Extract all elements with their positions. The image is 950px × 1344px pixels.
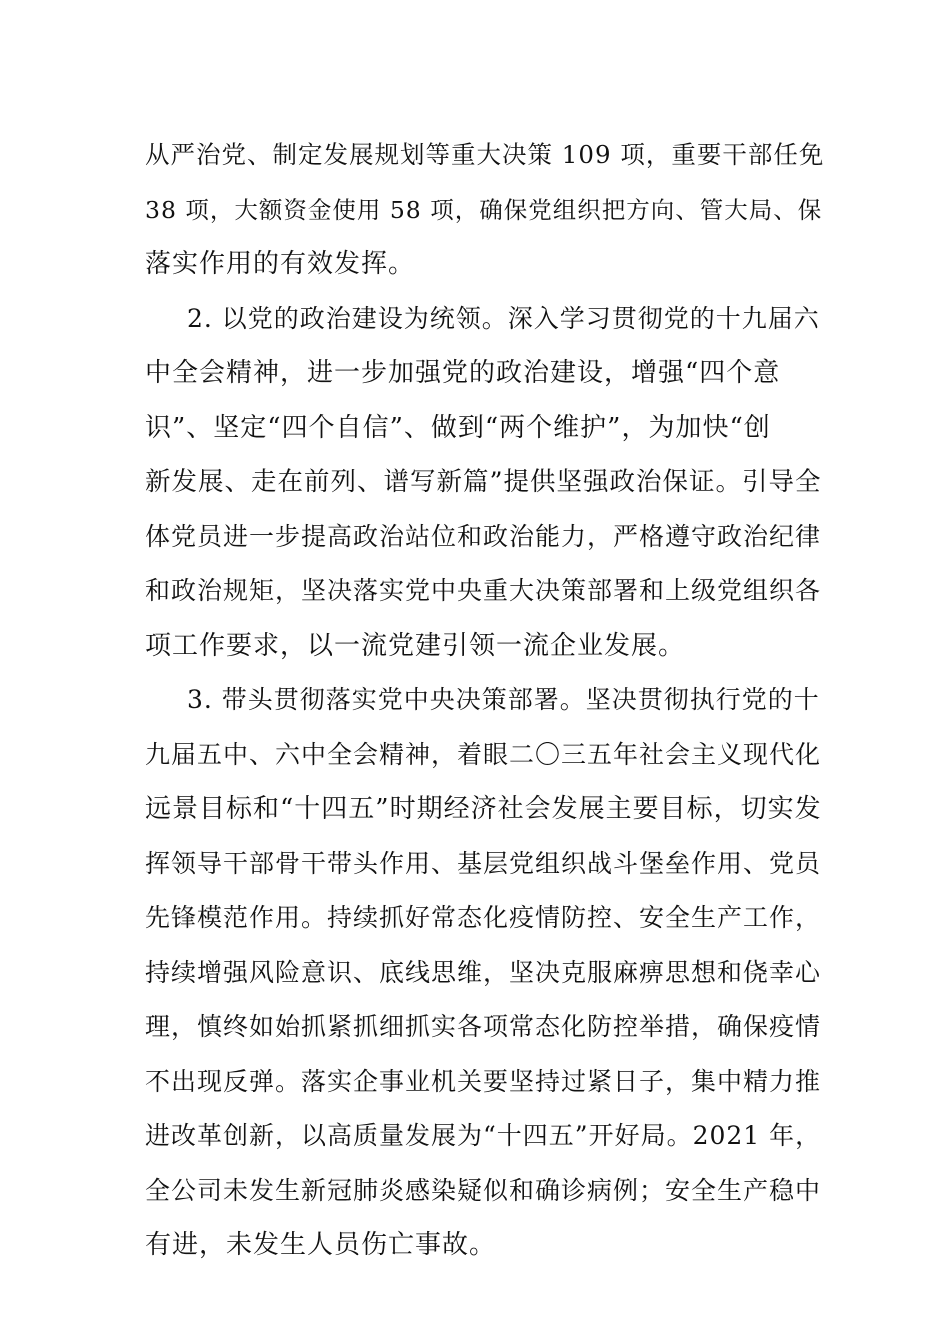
text-line: 九届五中、六中全会精神，着眼二〇三五年社会主义现代化 bbox=[145, 739, 822, 769]
text-line: 中全会精神，进一步加强党的政治建设，增强“四个意 bbox=[145, 358, 781, 388]
text-line: 从严治党、制定发展规划等重大决策 109 项，重要干部任免 bbox=[145, 140, 825, 169]
text-line: 项工作要求，以一流党建引领一流企业发展。 bbox=[145, 630, 686, 661]
text-line: 38 项，大额资金使用 58 项，确保党组织把方向、管大局、保 bbox=[145, 195, 823, 224]
text-line: 持续增强风险意识、底线思维，坚决克服麻痹思想和侥幸心 bbox=[145, 957, 822, 987]
text-line: 和政治规矩，坚决落实党中央重大决策部署和上级党组织各 bbox=[145, 576, 822, 605]
paragraph-heading-3: 3. 带头贯彻落实党中央决策部署。坚决贯彻执行党的十 bbox=[187, 685, 820, 714]
text-line: 识”、坚定“四个自信”、做到“两个维护”，为加快“创 bbox=[145, 412, 771, 443]
text-line: 进改革创新，以高质量发展为“十四五”开好局。2021 年， bbox=[145, 1121, 822, 1150]
text-line: 新发展、走在前列、谱写新篇”提供坚强政治保证。引导全 bbox=[145, 467, 822, 497]
text-line: 全公司未发生新冠肺炎感染疑似和确诊病例；安全生产稳中 bbox=[145, 1175, 822, 1205]
text-line: 体党员进一步提高政治站位和政治能力，严格遵守政治纪律 bbox=[145, 521, 822, 551]
document-body bbox=[145, 128, 825, 1273]
text-line: 不出现反弹。落实企事业机关要坚持过紧日子，集中精力推 bbox=[145, 1066, 822, 1096]
text-line: 落实作用的有效发挥。 bbox=[145, 249, 416, 279]
text-line: 有进，未发生人员伤亡事故。 bbox=[145, 1230, 497, 1260]
text-line: 先锋模范作用。持续抓好常态化疫情防控、安全生产工作， bbox=[145, 903, 822, 932]
text-line: 远景目标和“十四五”时期经济社会发展主要目标，切实发 bbox=[145, 794, 822, 824]
paragraph-heading-2: 2. 以党的政治建设为统领。深入学习贯彻党的十九届六 bbox=[187, 303, 820, 333]
text-line: 挥领导干部骨干带头作用、基层党组织战斗堡垒作用、党员 bbox=[145, 848, 822, 878]
text-line: 理，慎终如始抓紧抓细抓实各项常态化防控举措，确保疫情 bbox=[145, 1012, 822, 1041]
